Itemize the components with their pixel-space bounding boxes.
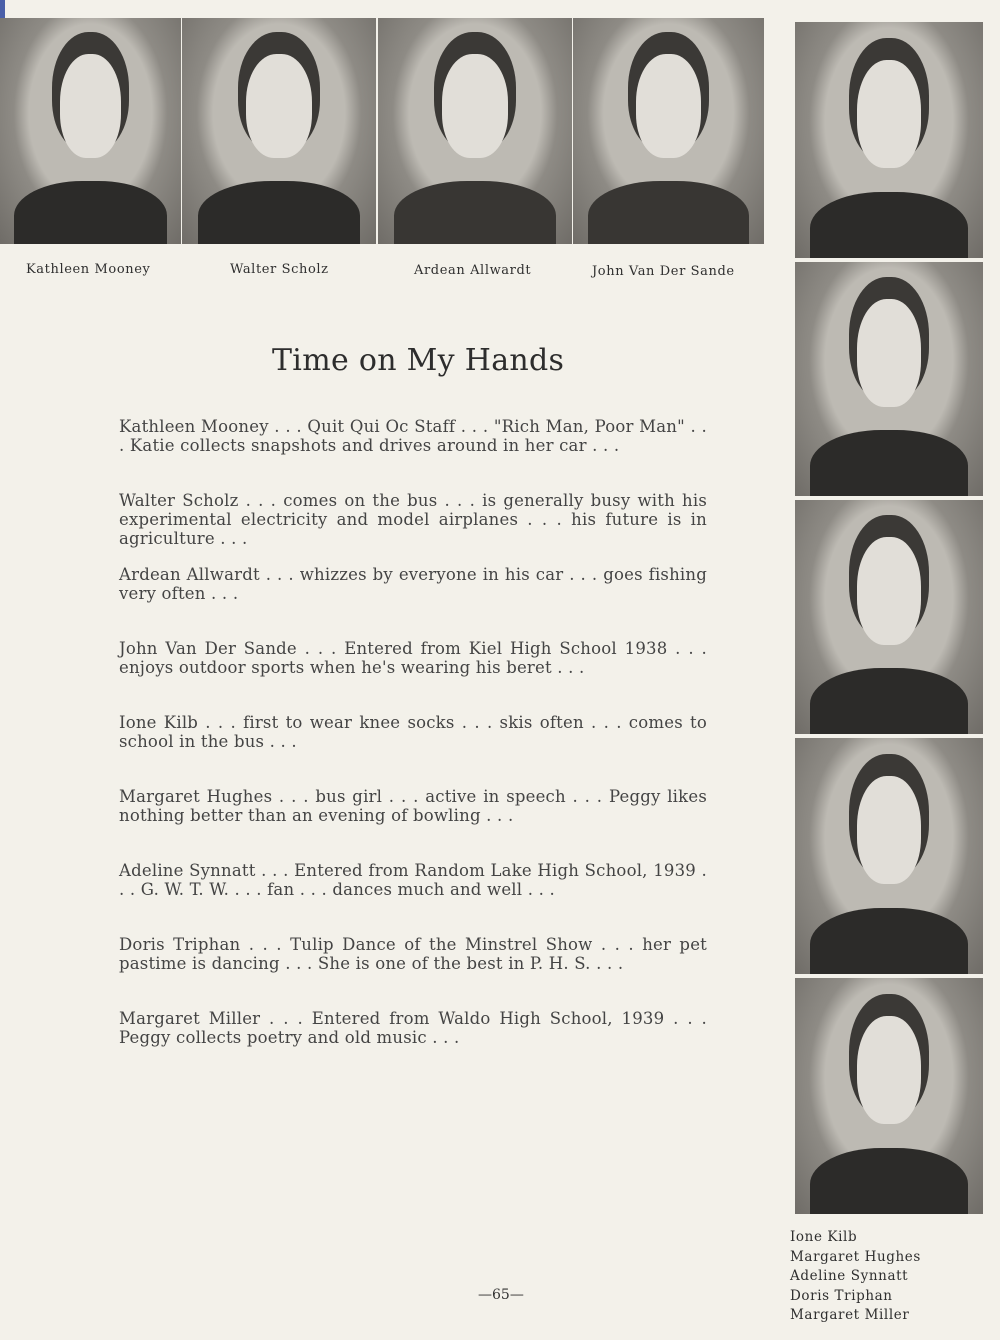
portrait-caption: Ione Kilb (790, 1229, 858, 1245)
page-title: Time on My Hands (272, 343, 565, 378)
portrait-photo (795, 262, 983, 496)
portrait-caption: Margaret Miller (790, 1307, 910, 1324)
entry-text: Adeline Synnatt . . . Entered from Random Lake High School, 1939 . . . G. W. T. W. . . . fan . . . dances much and well . . . (119, 861, 707, 899)
entry-text: Ardean Allwardt . . . whizzes by everyone in his car . . . goes fishing very often . . . (119, 565, 707, 603)
portrait-photo (795, 978, 983, 1214)
portrait-caption: Walter Scholz (230, 262, 329, 277)
portrait-photo (795, 738, 983, 974)
entry-text: Ione Kilb . . . first to wear knee socks . . . skis often . . . comes to school in the bus . . . (119, 713, 707, 751)
entry-text: Kathleen Mooney . . . Quit Qui Oc Staff . . . "Rich Man, Poor Man" . . . Katie collects snapshots and drives around in her car . . . (119, 417, 707, 455)
entry-text: Margaret Hughes . . . bus girl . . . active in speech . . . Peggy likes nothing better than an evening of bowling . . . (119, 787, 707, 825)
portrait-caption: Kathleen Mooney (26, 262, 151, 277)
entry-text: John Van Der Sande . . . Entered from Kiel High School 1938 . . . enjoys outdoor sports when he's wearing his beret . . . (119, 639, 707, 677)
portrait-photo (795, 22, 983, 258)
entry-text: Doris Triphan . . . Tulip Dance of the Minstrel Show . . . her pet pastime is dancing . . . She is one of the best in P. H. S. . . . (119, 935, 707, 973)
entry-text: Walter Scholz . . . comes on the bus . . . is generally busy with his experimental electricity and model airplanes . . . his future is in agriculture . . . (119, 491, 707, 548)
portrait-photo (378, 18, 572, 244)
portrait-photo (0, 18, 181, 244)
portrait-caption: Adeline Synnatt (790, 1268, 909, 1285)
portrait-caption: Margaret Hughes (790, 1248, 921, 1265)
portrait-caption: Ardean Allwardt (414, 263, 532, 278)
right-column-captions (790, 1228, 921, 1326)
page-number: —65— (478, 1287, 524, 1303)
portrait-caption: John Van Der Sande (592, 264, 735, 279)
portrait-photo (182, 18, 376, 244)
portrait-photo (573, 18, 764, 244)
portrait-caption: Doris Triphan (790, 1287, 893, 1304)
portrait-photo (795, 500, 983, 734)
entry-text: Margaret Miller . . . Entered from Waldo High School, 1939 . . . Peggy collects poetry and old music . . . (119, 1009, 707, 1047)
entries-list (119, 417, 707, 1083)
